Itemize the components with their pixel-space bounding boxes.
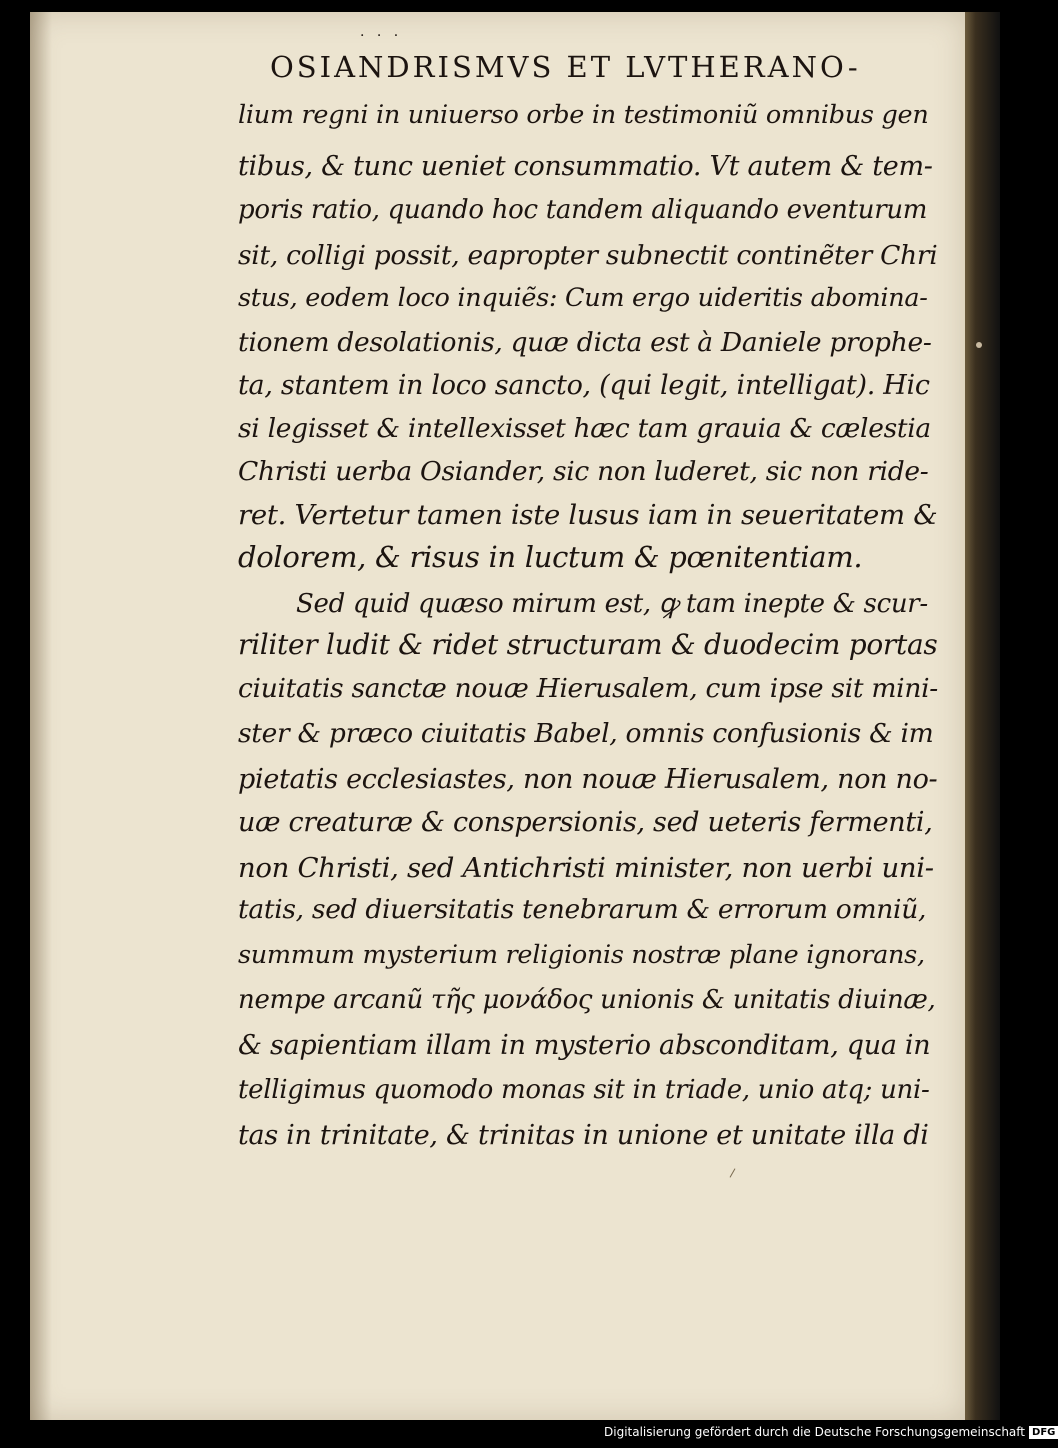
- running-title: OSIANDRISMVS ET LVTHERANO-: [270, 50, 861, 84]
- header-ornament: · · ·: [360, 28, 403, 44]
- text-line: telligimus quomodo monas sit in triade, unio atq; uni-: [238, 1075, 930, 1105]
- text-line: uæ creaturæ & conspersionis, sed ueteris fermenti,: [238, 807, 933, 838]
- text-line: ster & præco ciuitatis Babel, omnis confusionis & im: [238, 718, 934, 749]
- text-line: Christi uerba Osiander, sic non luderet, sic non ride-: [238, 456, 929, 487]
- text-line: riliter ludit & ridet structuram & duodecim portas: [238, 628, 938, 661]
- text-line: tibus, & tunc ueniet consummatio. Vt autem & tem-: [238, 151, 933, 182]
- text-line: si legisset & intellexisset hæc tam grauia & cælestia: [238, 413, 931, 444]
- page-edge: [965, 12, 1000, 1420]
- text-line: tionem desolationis, quæ dicta est à Daniele prophe-: [238, 327, 932, 358]
- text-line: tatis, sed diuersitatis tenebrarum & errorum omniũ,: [238, 894, 927, 925]
- text-line: sit, colligi possit, eapropter subnectit continẽter Chri: [238, 240, 938, 271]
- text-line: ciuitatis sanctæ nouæ Hierusalem, cum ipse sit mini-: [238, 673, 938, 704]
- footer-credit: [604, 1425, 1058, 1439]
- dfg-logo: DFG: [1029, 1426, 1058, 1439]
- spine-shadow: [30, 12, 52, 1420]
- text-line: lium regni in uniuerso orbe in testimoniũ omnibus gen: [238, 100, 929, 130]
- text-line: pietatis ecclesiastes, non nouæ Hierusalem, non no-: [238, 764, 938, 795]
- text-line: poris ratio, quando hoc tandem aliquando eventurum: [238, 195, 928, 225]
- text-line: nempe arcanũ τῆς μονάδος unionis & unitatis diuinæ,: [238, 985, 936, 1015]
- text-line: ta, stantem in loco sancto, (qui legit, intelligat). Hic: [238, 370, 930, 401]
- edge-mark: [976, 342, 982, 348]
- footer-text: Digitalisierung gefördert durch die Deutsche Forschungsgemeinschaft: [604, 1425, 1026, 1439]
- text-line: ret. Vertetur tamen iste lusus iam in seueritatem &: [238, 499, 938, 531]
- text-line: stus, eodem loco inquiẽs: Cum ergo uideritis abomina-: [238, 283, 928, 313]
- text-line: dolorem, & risus in luctum & pœnitentiam.: [238, 540, 863, 574]
- text-line: tas in trinitate, & trinitas in unione et unitate illa di: [238, 1120, 929, 1151]
- text-line: & sapientiam illam in mysterio absconditam, qua in: [238, 1030, 931, 1061]
- text-line: summum mysterium religionis nostræ plane ignorans,: [238, 940, 925, 970]
- text-line: Sed quid quæso mirum est, ꝙ tam inepte & scur-: [296, 589, 928, 619]
- text-line: non Christi, sed Antichristi minister, non uerbi uni-: [238, 852, 934, 884]
